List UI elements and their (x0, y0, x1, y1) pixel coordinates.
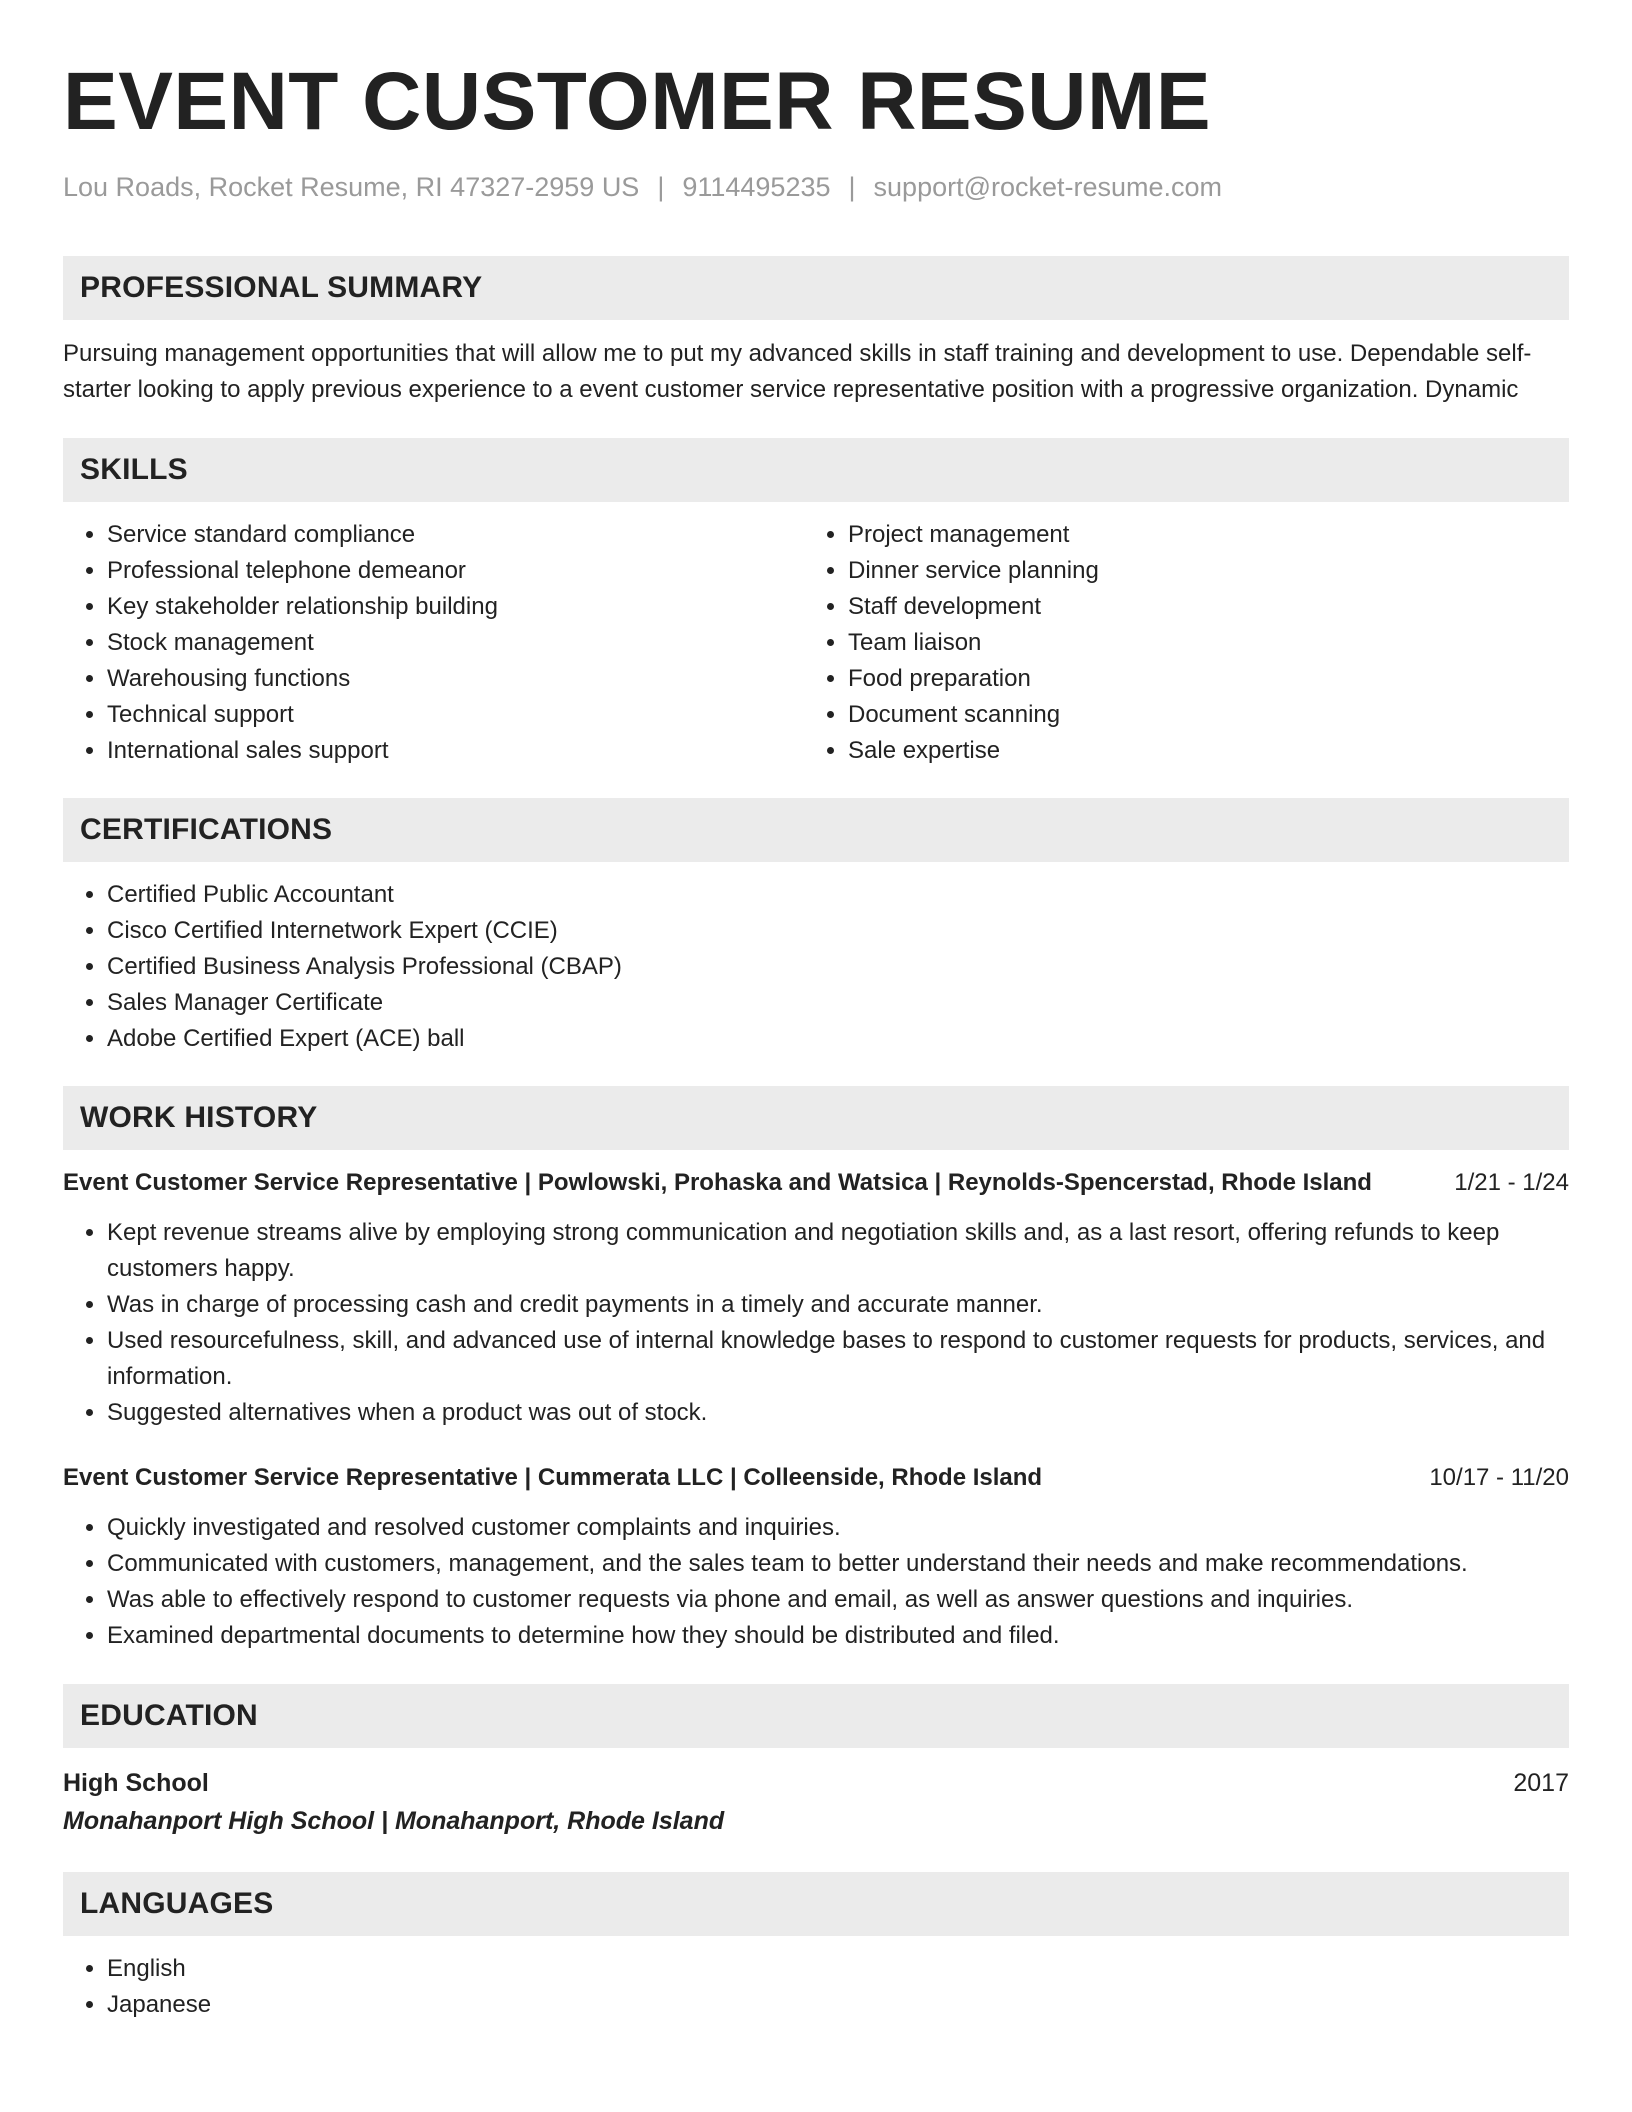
contact-separator: | (657, 172, 665, 202)
skill-item: • Project management (848, 517, 1545, 553)
job-heading: Event Customer Service Representative | Powlowski, Prohaska and Watsica | Reynolds-Spencerstad, Rhode Island (63, 1169, 1372, 1196)
job-bullet: • Was able to effectively respond to customer requests via phone and email, as well as answer questions and inquiries. (107, 1582, 1569, 1618)
section-header-education: EDUCATION (63, 1684, 1569, 1748)
skill-item: • Team liaison (848, 625, 1545, 661)
contact-line (63, 170, 1569, 204)
job-bullet: • Communicated with customers, management, and the sales team to better understand their needs and make recommendations. (107, 1546, 1569, 1582)
contact-email: support@rocket-resume.com (873, 172, 1223, 202)
skills-grid (63, 517, 1569, 769)
contact-address: Lou Roads, Rocket Resume, RI 47327-2959 US (63, 172, 640, 202)
job-heading: Event Customer Service Representative | Cummerata LLC | Colleenside, Rhode Island (63, 1464, 1043, 1491)
certification-item: • Sales Manager Certificate (107, 985, 1569, 1021)
job-bullet: • Suggested alternatives when a product was out of stock. (107, 1395, 1569, 1431)
job-bullet: • Used resourcefulness, skill, and advanced use of internal knowledge bases to respond to customer requests for products, services, and information. (107, 1323, 1569, 1395)
skill-item: • Food preparation (848, 661, 1545, 697)
skills-column-left (63, 517, 804, 769)
education-year: 2017 (1513, 1769, 1569, 1797)
section-header-work-history: WORK HISTORY (63, 1086, 1569, 1150)
education-school: Monahanport High School | Monahanport, Rhode Island (63, 1807, 725, 1835)
languages-list (63, 1951, 1569, 2023)
skill-item: • Professional telephone demeanor (107, 553, 804, 589)
job-entry (63, 1167, 1569, 1431)
section-header-certifications: CERTIFICATIONS (63, 798, 1569, 862)
skill-item: • Warehousing functions (107, 661, 804, 697)
resume-title: EVENT CUSTOMER RESUME (63, 56, 1212, 147)
skill-item: • Staff development (848, 589, 1545, 625)
certification-item: • Certified Public Accountant (107, 877, 1569, 913)
contact-phone: 9114495235 (682, 172, 831, 202)
section-header-languages: LANGUAGES (63, 1872, 1569, 1936)
skill-item: • Dinner service planning (848, 553, 1545, 589)
skill-item: • Sale expertise (848, 733, 1545, 769)
language-item: • Japanese (107, 1987, 1569, 2023)
skill-item: • Stock management (107, 625, 804, 661)
certification-item: • Adobe Certified Expert (ACE) ball (107, 1021, 1569, 1057)
job-dates: 1/21 - 1/24 (1454, 1169, 1569, 1196)
skill-item: • International sales support (107, 733, 804, 769)
certification-item: • Certified Business Analysis Professional (CBAP) (107, 949, 1569, 985)
language-item: • English (107, 1951, 1569, 1987)
skill-item: • Document scanning (848, 697, 1545, 733)
certifications-list (63, 877, 1569, 1057)
contact-separator: | (848, 172, 856, 202)
skill-item: • Key stakeholder relationship building (107, 589, 804, 625)
job-bullet: • Examined departmental documents to determine how they should be distributed and filed. (107, 1618, 1569, 1654)
certification-item: • Cisco Certified Internetwork Expert (CCIE) (107, 913, 1569, 949)
job-bullets (63, 1215, 1569, 1431)
job-bullet: • Was in charge of processing cash and credit payments in a timely and accurate manner. (107, 1287, 1569, 1323)
job-entry (63, 1462, 1569, 1654)
job-dates: 10/17 - 11/20 (1429, 1464, 1569, 1491)
education-row (63, 1766, 1569, 1800)
section-header-summary: PROFESSIONAL SUMMARY (63, 256, 1569, 320)
skills-column-right (804, 517, 1545, 769)
summary-text: Pursuing management opportunities that will allow me to put my advanced skills in staff training and development to use. Dependable self-starter looking to apply previous experience to a event customer service representative position with a progressive organization. Dynamic (63, 340, 1532, 403)
job-bullets (63, 1510, 1569, 1654)
job-header (63, 1167, 1569, 1199)
job-bullet: • Quickly investigated and resolved customer complaints and inquiries. (107, 1510, 1569, 1546)
education-degree: High School (63, 1769, 209, 1797)
job-bullet: • Kept revenue streams alive by employing strong communication and negotiation skills and, as a last resort, offering refunds to keep customers happy. (107, 1215, 1569, 1287)
job-header (63, 1462, 1569, 1494)
section-header-skills: SKILLS (63, 438, 1569, 502)
skill-item: • Service standard compliance (107, 517, 804, 553)
skill-item: • Technical support (107, 697, 804, 733)
